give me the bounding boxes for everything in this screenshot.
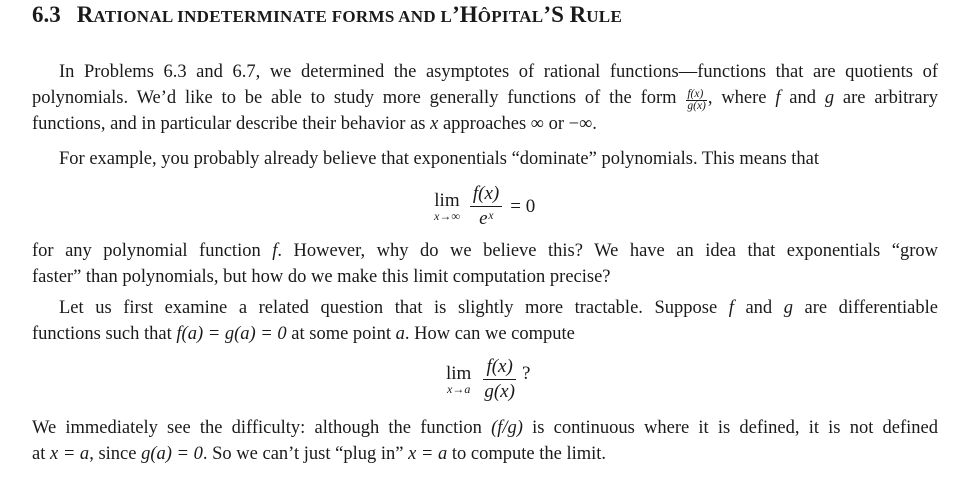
paragraph-intro xyxy=(32,60,938,137)
section-title: RATIONAL INDETERMINATE FORMS AND L’HÔPITAL’S RULE xyxy=(76,2,623,27)
paragraph-tractable: Let us first examine a related question that is slightly more tractable. Suppose f and g are differentiable functions such that f(a) = g(a) = 0 at some point a. How can we compute xyxy=(32,298,938,344)
limit-fraction: $\frac{f(x)}{\text{eˣ}}$ xyxy=(470,183,502,230)
limit-operator: lim x→a xyxy=(446,362,472,396)
limit-fraction: f(x) g(x) xyxy=(484,356,515,402)
inline-fraction: $\frac{f(x)}{g(x)}$ xyxy=(687,87,706,112)
paragraph-difficulty: We immediately see the difficulty: although the function (f/g) is continuous where it is defined, it is not defined at x = a, since g(a) = 0. So we can’t just “plug in” x = a to compute the limit. xyxy=(32,418,939,464)
intro-line-3: functions, and in particular describe their behavior as x approaches ∞ or −∞. xyxy=(32,113,597,134)
limit-operator: lim x→∞ xyxy=(434,189,460,223)
equation-limit-a: lim x→a f(x) g(x) ? xyxy=(446,356,531,402)
section-heading xyxy=(32,2,622,28)
equation-limit-infinity: lim x→∞ $\frac{f(x)}{\text{eˣ}}$ = 0 xyxy=(434,183,536,229)
paragraph-example: For example, you probably already believe that exponentials “dominate” polynomials. This means that xyxy=(59,149,820,169)
paragraph-polynomial: for any polynomial function f. However, why do we believe this? We have an idea that exponentials “grow faster” than polynomials, but how do we make this limit computation precise? xyxy=(32,241,938,287)
intro-line-2: polynomials. We’d like to be able to study more generally functions of the form $\frac{f(x)}{g(x)}$ , where f and g are arbitrary xyxy=(32,87,938,112)
intro-line-1: In Problems 6.3 and 6.7, we determined the asymptotes of rational functions—functions that are quotients of xyxy=(59,62,938,82)
section-number: 6.3 xyxy=(32,2,61,27)
